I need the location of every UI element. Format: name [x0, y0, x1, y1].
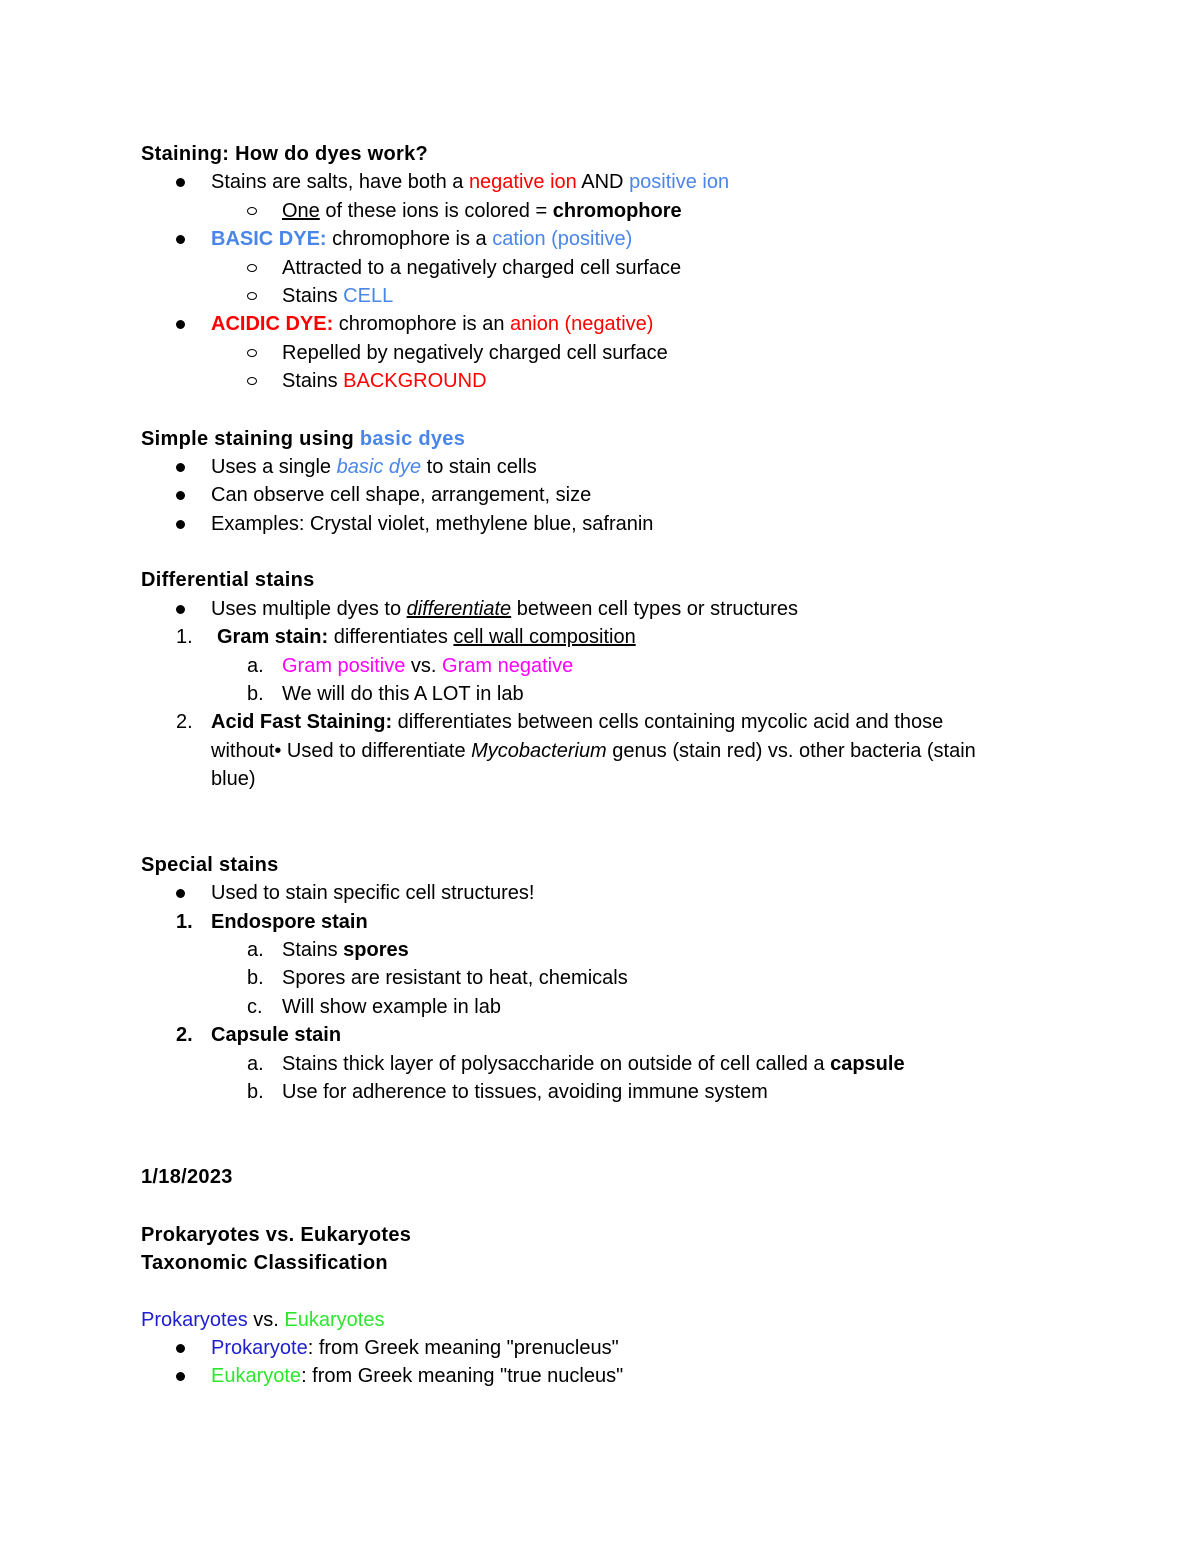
list-item: Stains spores — [282, 939, 409, 961]
bullet-dot — [176, 1372, 185, 1381]
list-number: 1. — [176, 626, 193, 648]
list-item: Attracted to a negatively charged cell surface — [282, 257, 682, 279]
list-letter: a. — [247, 1053, 264, 1075]
list-item: One of these ions is colored = chromophore — [282, 200, 682, 222]
list-item: Uses a single basic dye to stain cells — [211, 456, 537, 478]
section-heading-special: Special stains — [141, 854, 279, 876]
list-item-continued: without• Used to differentiate Mycobacterium genus (stain red) vs. other bacteria (stain — [211, 740, 976, 762]
list-letter: b. — [247, 1081, 264, 1103]
list-number: 2. — [176, 711, 193, 733]
list-number: 2. — [176, 1024, 193, 1046]
date-heading: 1/18/2023 — [141, 1166, 233, 1188]
list-item: ACIDIC DYE: chromophore is an anion (negative) — [211, 313, 654, 335]
list-item: Can observe cell shape, arrangement, size — [211, 484, 592, 506]
list-item: Gram stain: differentiates cell wall composition — [217, 626, 636, 648]
bullet-ring — [247, 207, 257, 215]
bullet-dot — [176, 235, 185, 244]
bullet-dot — [176, 463, 185, 472]
list-item: Used to stain specific cell structures! — [211, 882, 535, 904]
list-item: Eukaryote: from Greek meaning "true nucleus" — [211, 1365, 624, 1387]
list-item: Uses multiple dyes to differentiate between cell types or structures — [211, 598, 798, 620]
bullet-ring — [247, 264, 257, 272]
list-item: Capsule stain — [211, 1024, 342, 1046]
section-heading-staining: Staining: How do dyes work? — [141, 143, 429, 165]
section-heading-prokaryotes: Prokaryotes vs. Eukaryotes — [141, 1224, 412, 1246]
list-letter: b. — [247, 683, 264, 705]
bullet-dot — [176, 178, 185, 187]
list-item: Gram positive vs. Gram negative — [282, 655, 574, 677]
list-item: BASIC DYE: chromophore is a cation (positive) — [211, 228, 633, 250]
section-heading-differential: Differential stains — [141, 569, 315, 591]
bullet-dot — [176, 889, 185, 898]
list-item-continued: blue) — [211, 768, 256, 790]
list-item: Stains thick layer of polysaccharide on outside of cell called a capsule — [282, 1053, 905, 1075]
bullet-dot — [176, 320, 185, 329]
list-item: Use for adherence to tissues, avoiding immune system — [282, 1081, 768, 1103]
list-item: Will show example in lab — [282, 996, 501, 1018]
list-letter: c. — [247, 996, 263, 1018]
list-item: Acid Fast Staining: differentiates between cells containing mycolic acid and those — [211, 711, 944, 733]
list-letter: a. — [247, 655, 264, 677]
list-letter: b. — [247, 967, 264, 989]
list-item: Stains CELL — [282, 285, 394, 307]
bullet-dot — [176, 520, 185, 529]
list-item: Examples: Crystal violet, methylene blue, safranin — [211, 513, 654, 535]
list-item: Repelled by negatively charged cell surface — [282, 342, 668, 364]
bullet-dot — [176, 491, 185, 500]
bullet-ring — [247, 349, 257, 357]
list-item: Endospore stain — [211, 911, 368, 933]
list-letter: a. — [247, 939, 264, 961]
list-item: Stains are salts, have both a negative ion AND positive ion — [211, 171, 730, 193]
bullet-dot — [176, 605, 185, 614]
list-item: We will do this A LOT in lab — [282, 683, 524, 705]
list-number: 1. — [176, 911, 193, 933]
section-heading-taxonomic: Taxonomic Classification — [141, 1252, 388, 1274]
list-item: Spores are resistant to heat, chemicals — [282, 967, 628, 989]
subheading-pro-vs-euk: Prokaryotes vs. Eukaryotes — [141, 1309, 385, 1331]
section-heading-simple: Simple staining using basic dyes — [141, 428, 466, 450]
list-item: Stains BACKGROUND — [282, 370, 487, 392]
bullet-ring — [247, 377, 257, 385]
list-item: Prokaryote: from Greek meaning "prenucleus" — [211, 1337, 619, 1359]
bullet-ring — [247, 292, 257, 300]
bullet-dot — [176, 1344, 185, 1353]
